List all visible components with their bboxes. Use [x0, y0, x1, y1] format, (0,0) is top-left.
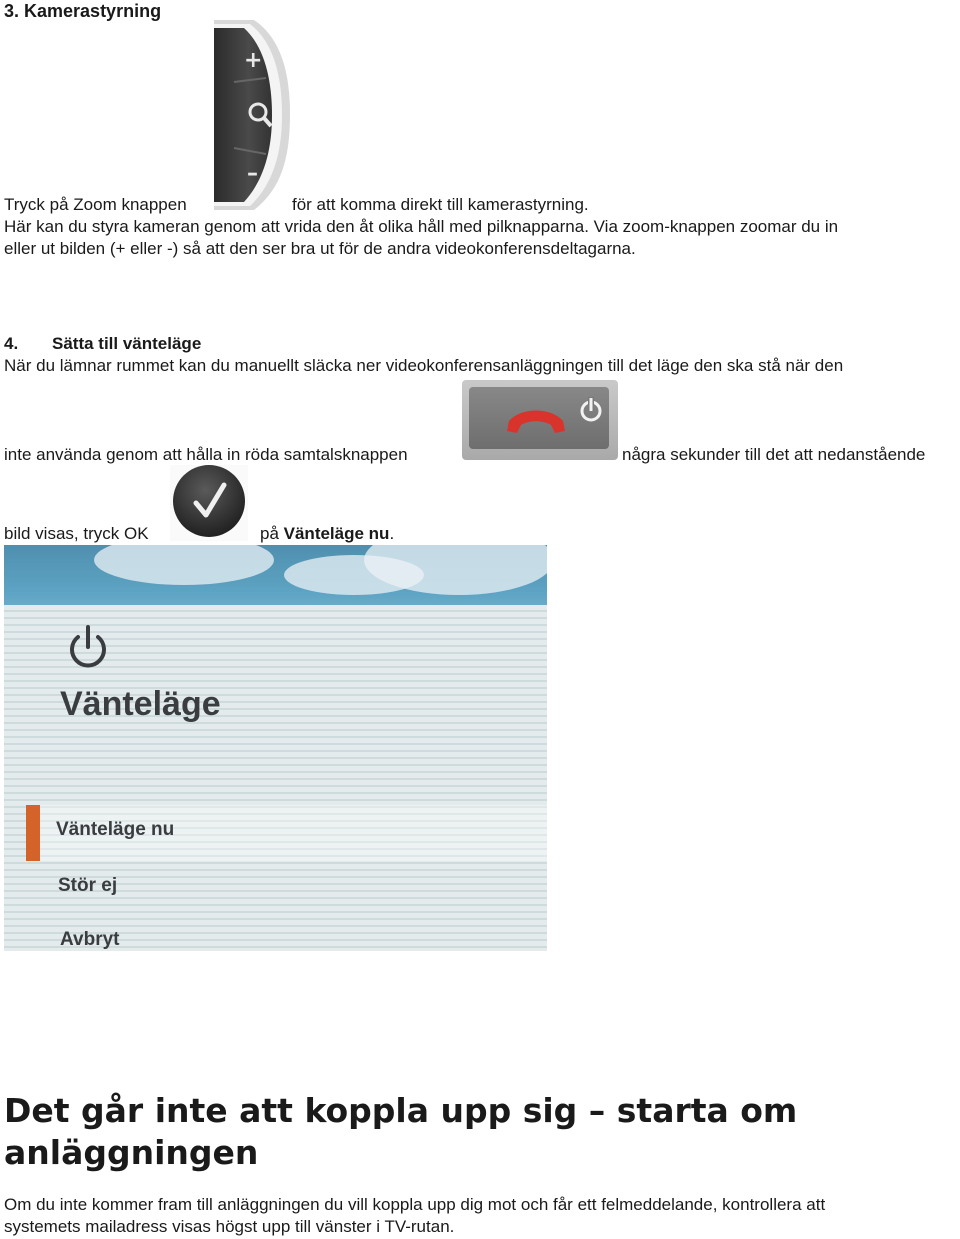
section-5-heading-line2: anläggningen — [4, 1133, 259, 1172]
menu-item-cancel[interactable]: Avbryt — [60, 929, 120, 950]
section-3-line2: Här kan du styra kameran genom att vrida den åt olika håll med pilknapparna. Via zoom-knappen zoomar du in — [4, 217, 839, 236]
section-5-heading-line1: Det går inte att koppla upp sig – starta om — [4, 1091, 798, 1130]
hangup-button-icon — [462, 380, 618, 460]
power-icon — [66, 625, 110, 671]
svg-text:+: + — [244, 48, 263, 73]
section-4-heading: Sätta till vänteläge — [52, 334, 202, 353]
section-4-line3-mid: på — [260, 524, 284, 543]
section-4-line3-pre: bild visas, tryck OK — [4, 524, 149, 543]
section-5-body-line2: systemets mailadress visas högst upp till vänster i TV-rutan. — [4, 1217, 455, 1236]
section-3-heading: 3. Kamerastyrning — [4, 1, 162, 21]
standby-menu-panel — [4, 605, 547, 951]
menu-item-do-not-disturb[interactable]: Stör ej — [58, 875, 118, 896]
tv-standby-screenshot — [4, 545, 547, 951]
section-3-line3: eller ut bilden (+ eller -) så att den ser bra ut för de andra videokonferensdeltagarna. — [4, 239, 636, 258]
standby-title: Vänteläge — [60, 685, 221, 723]
standby-now-label: Vänteläge nu — [283, 524, 390, 543]
zoom-remote-icon — [214, 20, 290, 210]
section-4-line2-pre: inte använda genom att hålla in röda samtalsknappen — [4, 445, 408, 464]
section-4-line1: När du lämnar rummet kan du manuellt släcka ner videokonferensanläggningen till det läge den ska stå när den — [4, 356, 844, 375]
section-3-line1-pre: Tryck på Zoom knappen — [4, 195, 187, 214]
section-3-line1-post: för att komma direkt till kamerastyrning. — [292, 195, 589, 214]
svg-text:–: – — [247, 161, 258, 186]
section-4-heading-number: 4. — [4, 334, 19, 353]
section-4-line2-post: några sekunder till det att nedanstående — [622, 445, 926, 464]
section-4-line3-end: . — [389, 524, 395, 543]
section-5-body-line1: Om du inte kommer fram till anläggningen du vill koppla upp dig mot och får ett felmeddelande, kontrollera att — [4, 1195, 826, 1214]
ok-check-icon — [170, 465, 248, 541]
selection-indicator — [26, 805, 40, 861]
menu-item-standby-now[interactable]: Vänteläge nu — [56, 819, 175, 840]
